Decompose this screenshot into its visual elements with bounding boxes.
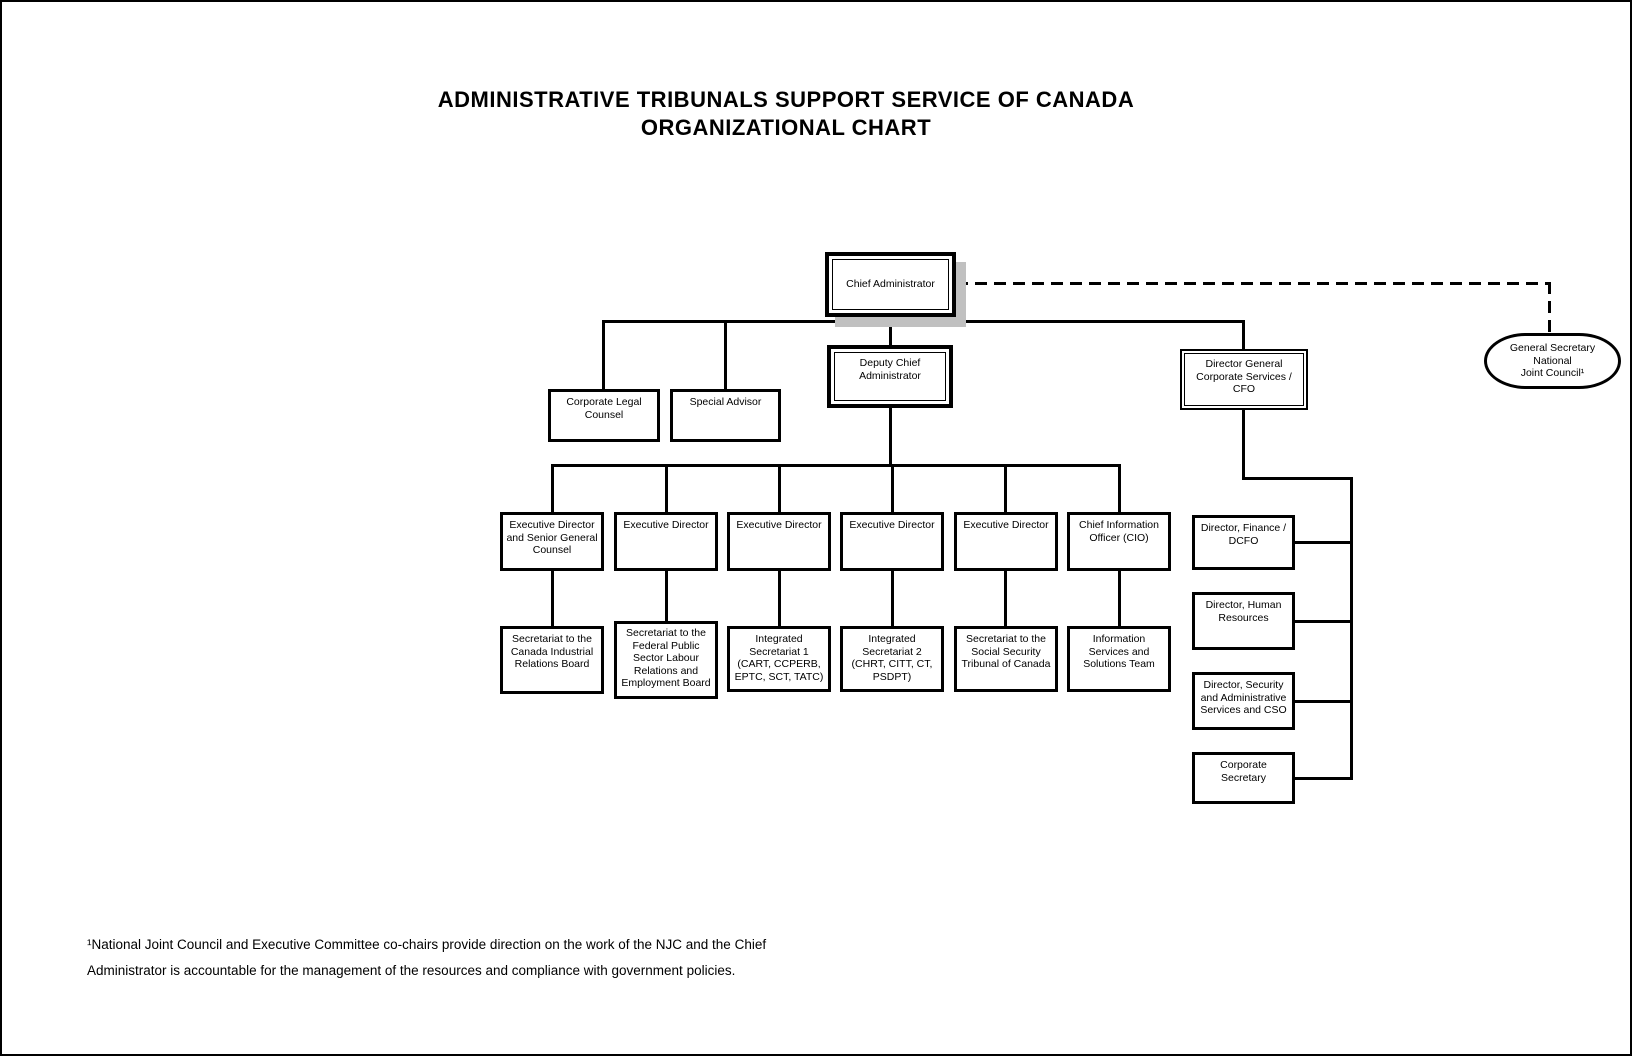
node-general-secretary-njc xyxy=(1484,333,1621,389)
connector-row1-stub-6 xyxy=(1118,464,1121,512)
node-executive-director-senior-general-counsel xyxy=(500,512,604,571)
connector-deputy-down xyxy=(889,408,892,464)
node-label: Executive Director xyxy=(623,519,709,531)
node-executive-director-4 xyxy=(840,512,944,571)
connector-right-stub-3 xyxy=(1294,700,1352,703)
connector-right-rail xyxy=(1350,477,1353,780)
connector-row2-stub-3 xyxy=(778,571,781,626)
connector-row2-stub-4 xyxy=(891,571,894,626)
node-chief-administrator-label: Chief Administrator xyxy=(846,278,935,291)
connector-row2-stub-2 xyxy=(665,571,668,621)
connector-njc-dashed-vertical xyxy=(1548,282,1551,333)
node-director-general-cfo xyxy=(1180,349,1308,410)
node-label: Executive Director xyxy=(963,519,1049,531)
footnote-line1: ¹National Joint Council and Executive Committee co-chairs provide direction on the work of the NJC and the Chief xyxy=(87,937,767,952)
node-corporate-secretary xyxy=(1192,752,1295,804)
node-director-general-cfo-label: Director General Corporate Services / CFO xyxy=(1196,358,1292,395)
node-secretariat-sst xyxy=(954,626,1058,692)
node-label: Integrated Secretariat 1 (CART, CCPERB, EPTC, SCT, TATC) xyxy=(734,633,824,683)
node-njc-line2: National xyxy=(1533,354,1572,367)
connector-row1-stub-2 xyxy=(665,464,668,512)
node-njc-line3: Joint Council¹ xyxy=(1520,367,1585,380)
node-director-security-cso xyxy=(1192,672,1295,730)
node-label: Executive Director and Senior General Counsel xyxy=(506,519,598,556)
node-label: Information Services and Solutions Team xyxy=(1083,633,1155,670)
node-integrated-secretariat-2 xyxy=(840,626,944,692)
connector-dg-down xyxy=(1242,410,1245,480)
node-director-finance-dcfo xyxy=(1192,515,1295,570)
node-chief-information-officer xyxy=(1067,512,1171,571)
node-label: Integrated Secretariat 2 (CHRT, CITT, CT, PSDPT) xyxy=(851,633,933,683)
page-title-line1: ADMINISTRATIVE TRIBUNALS SUPPORT SERVICE OF CANADA xyxy=(437,87,1135,112)
node-director-human-resources xyxy=(1192,592,1295,650)
node-executive-director-5 xyxy=(954,512,1058,571)
node-special-advisor xyxy=(670,389,781,442)
connector-top-branch xyxy=(602,320,1245,323)
connector-row2-stub-1 xyxy=(551,571,554,626)
node-label: Chief Information Officer (CIO) xyxy=(1079,519,1159,544)
footnote xyxy=(87,932,767,984)
node-executive-director-3 xyxy=(727,512,831,571)
connector-row-branch xyxy=(551,464,1121,467)
connector-right-stub-1 xyxy=(1294,541,1352,544)
node-label: Secretariat to the Social Security Tribunal of Canada xyxy=(961,633,1051,670)
node-label: Executive Director xyxy=(849,519,935,531)
connector-row2-stub-5 xyxy=(1004,571,1007,626)
footnote-line2: Administrator is accountable for the management of the resources and compliance with government policies. xyxy=(87,963,736,978)
connector-director-general-stub xyxy=(1242,320,1245,349)
connector-right-stub-2 xyxy=(1294,620,1352,623)
page-title-line2: ORGANIZATIONAL CHART xyxy=(640,115,932,140)
connector-special-advisor-stub xyxy=(724,320,727,389)
connector-row1-stub-4 xyxy=(891,464,894,512)
node-chief-administrator xyxy=(825,252,956,317)
node-label: Director, Security and Administrative Services and CSO xyxy=(1200,679,1287,716)
node-secretariat-cirb xyxy=(500,626,604,694)
node-special-advisor-label: Special Advisor xyxy=(689,396,762,408)
connector-row1-stub-3 xyxy=(778,464,781,512)
connector-njc-dashed-horizontal xyxy=(956,282,1551,285)
connector-corporate-legal-stub xyxy=(602,320,605,389)
node-executive-director-2 xyxy=(614,512,718,571)
node-secretariat-fpslreb xyxy=(614,621,718,699)
node-label: Director, Human Resources xyxy=(1205,599,1282,624)
page-title xyxy=(2,86,1570,142)
connector-row2-stub-6 xyxy=(1118,571,1121,626)
node-label: Secretariat to the Federal Public Sector Labour Relations and Employment Board xyxy=(621,627,711,689)
node-deputy-chief-administrator-label: Deputy Chief Administrator xyxy=(859,357,921,382)
node-information-services-team xyxy=(1067,626,1171,692)
connector-right-stub-4 xyxy=(1294,777,1352,780)
connector-dg-elbow xyxy=(1242,477,1353,480)
node-corporate-legal-counsel-label: Corporate Legal Counsel xyxy=(566,396,642,421)
node-njc-line1: General Secretary xyxy=(1509,342,1596,355)
node-corporate-legal-counsel xyxy=(548,389,660,442)
node-label: Secretariat to the Canada Industrial Relations Board xyxy=(510,633,594,670)
node-deputy-chief-administrator xyxy=(827,345,953,408)
connector-row1-stub-1 xyxy=(551,464,554,512)
node-label: Corporate Secretary xyxy=(1220,759,1267,784)
node-label: Director, Finance / DCFO xyxy=(1200,522,1287,547)
connector-row1-stub-5 xyxy=(1004,464,1007,512)
node-label: Executive Director xyxy=(736,519,822,531)
node-integrated-secretariat-1 xyxy=(727,626,831,692)
